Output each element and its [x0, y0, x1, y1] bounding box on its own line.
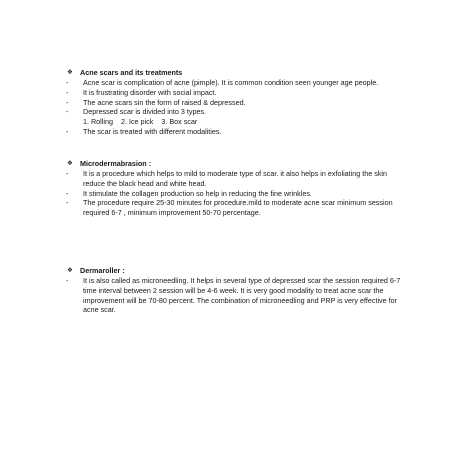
- heading-text: Acne scars and its treatments: [80, 67, 183, 77]
- heading-text: Microdermabrasion :: [80, 158, 152, 168]
- diamond-bullet-icon: ❖: [67, 68, 73, 76]
- bullet-list: [66, 127, 406, 137]
- dash-marker: -: [66, 188, 69, 198]
- list-item: [66, 189, 406, 199]
- item-text: The scar is treated with different modalities.: [83, 126, 222, 136]
- item-text: It is also called as microneedling. It helps in several type of depressed scar the session required 6-7 time interval between 2 session will be 4-6 week. It is very good modality to treat acne scar the improvement will be 70-80 percent. The combination of microneedling and PRP is very effective for acne scar.: [83, 276, 401, 315]
- item-text: The procedure require 25-30 minutes for procedure.mild to moderate acne scar minimum session required 6-7 , minimum improvement 50-70 percentage.: [83, 198, 393, 218]
- scar-type: 2. Ice pick: [120, 117, 154, 127]
- item-text: Acne scar is complication of acne (pimple). It is common condition seen younger age people.: [83, 78, 379, 87]
- bullet-list: [66, 169, 406, 218]
- dash-marker: -: [66, 126, 69, 136]
- section-dermaroller: [66, 265, 406, 315]
- bullet-list: [66, 276, 406, 315]
- dash-marker: -: [66, 107, 69, 117]
- list-item: [66, 198, 406, 218]
- list-item: [66, 169, 406, 189]
- dash-marker: -: [66, 198, 69, 208]
- item-text: It is a procedure which helps to mild to moderate type of scar. it also helps in exfoliating the skin reduce the black head and white head.: [83, 169, 388, 188]
- section-microdermabrasion: [66, 158, 406, 218]
- list-item: [66, 88, 406, 98]
- item-text: It is frustrating disorder with social impact.: [83, 87, 217, 97]
- list-item: [66, 127, 406, 137]
- scar-type: 3. Box scar: [161, 117, 198, 127]
- scar-type: 1. Rolling: [83, 117, 113, 127]
- section-heading: [67, 158, 406, 169]
- section-heading: [67, 67, 406, 78]
- dash-marker: -: [66, 87, 69, 97]
- heading-text: Dermaroller :: [80, 265, 125, 275]
- item-text: It stimulate the collagen production so help in reducing the fine wrinkles.: [83, 188, 312, 198]
- list-item: [66, 78, 406, 88]
- diamond-bullet-icon: ❖: [67, 159, 73, 167]
- dash-marker: -: [66, 169, 69, 178]
- section-acne-scars: [66, 67, 406, 137]
- item-text: The acne scars sin the form of raised & depressed.: [83, 97, 246, 107]
- section-heading: [67, 265, 406, 276]
- bullet-list: [66, 78, 406, 117]
- dash-marker: -: [66, 78, 69, 87]
- dash-marker: -: [66, 97, 69, 107]
- list-item: [66, 107, 406, 117]
- list-item: [66, 98, 406, 108]
- item-text: Depressed scar is divided into 3 types.: [83, 107, 207, 117]
- dash-marker: -: [66, 276, 69, 285]
- list-item: [66, 276, 406, 315]
- diamond-bullet-icon: ❖: [67, 266, 73, 274]
- scar-types-list: [66, 117, 406, 127]
